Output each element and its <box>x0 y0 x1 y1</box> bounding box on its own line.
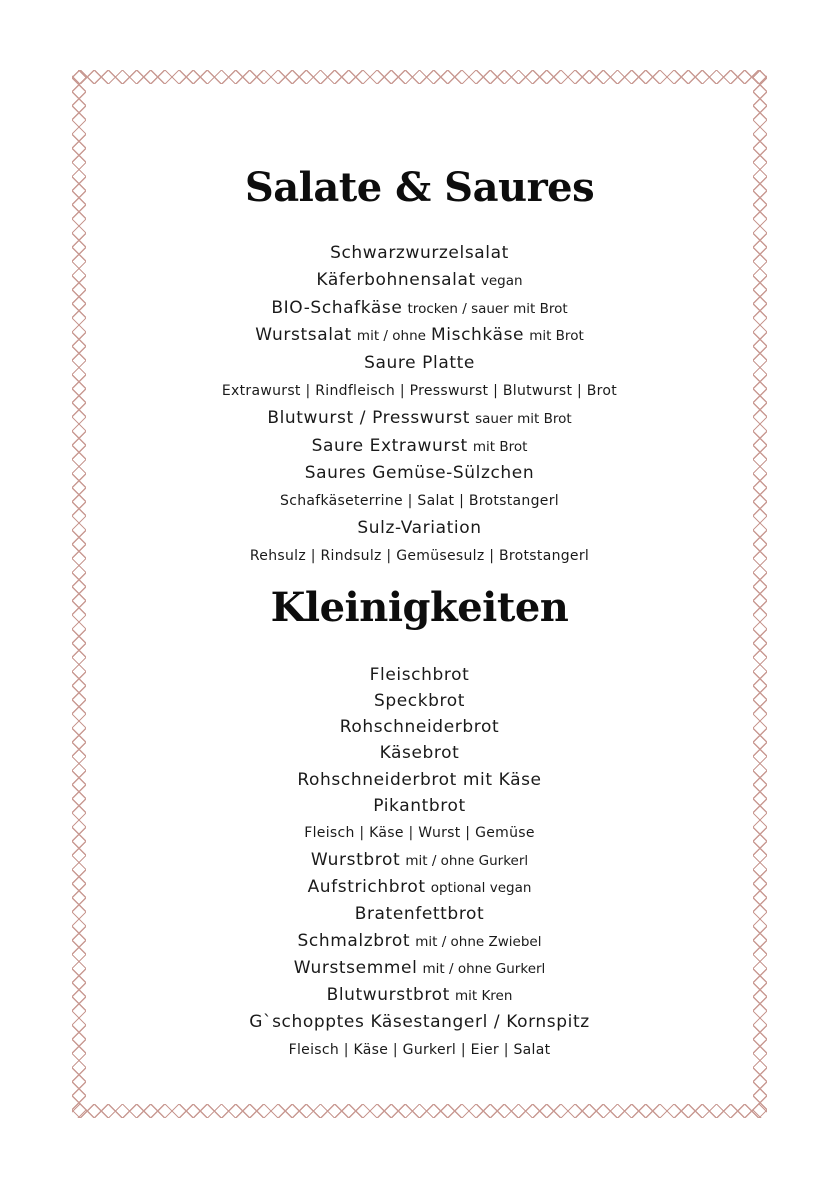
menu-item <box>100 267 739 295</box>
menu-item <box>100 240 739 267</box>
item-name: Rohschneiderbrot mit Käse <box>297 769 542 790</box>
item-name: Saure Extrawurst <box>311 435 468 456</box>
item-name: Wurstsemmel <box>293 957 418 978</box>
menu-item-options <box>100 819 739 846</box>
kleinigkeiten-list <box>100 662 739 1063</box>
item-name: BIO-Schafkäse <box>271 297 403 318</box>
menu-item <box>100 350 739 377</box>
item-name: Käferbohnensalat <box>316 269 476 290</box>
item-name: Saure Platte <box>364 353 475 374</box>
section-title-kleinigkeiten: Kleinigkeiten <box>270 583 569 631</box>
item-name: Schmalzbrot <box>297 930 411 951</box>
item-name: Wurstbrot <box>310 849 401 870</box>
item-note: optional vegan <box>430 879 532 896</box>
item-name: Blutwurstbrot <box>326 985 450 1006</box>
menu-item-options <box>100 377 739 405</box>
item-name: Saures Gemüse-Sülzchen <box>304 463 535 484</box>
menu-item <box>100 928 739 955</box>
item-name: Fleischbrot <box>369 664 470 685</box>
decorative-border-right <box>753 70 767 1118</box>
menu-item <box>100 982 739 1009</box>
menu-item <box>100 405 739 433</box>
item-note: mit Brot <box>472 438 528 455</box>
menu-item <box>100 714 739 740</box>
item-note: mit / ohne Gurkerl <box>405 852 529 869</box>
menu-item <box>100 433 739 461</box>
item-note: mit / ohne Gurkerl <box>422 960 546 977</box>
item-options: Schafkäseterrine | Salat | Brotstangerl <box>280 493 559 510</box>
item-name: Bratenfettbrot <box>354 904 485 925</box>
menu-content <box>100 160 739 1063</box>
item-name: Sulz-Variation <box>357 517 482 538</box>
menu-item <box>100 847 739 874</box>
item-note: mit Kren <box>454 988 513 1005</box>
item-name: Schwarzwurzelsalat <box>330 243 509 263</box>
menu-item <box>100 1009 739 1035</box>
menu-item-options <box>100 1036 739 1063</box>
item-name: Rohschneiderbrot <box>339 717 500 738</box>
item-name: Käsebrot <box>379 743 460 764</box>
item-note-secondary: mit Brot <box>529 328 584 345</box>
menu-item <box>100 767 739 793</box>
item-name: Blutwurst / Presswurst <box>267 407 470 428</box>
item-name: Speckbrot <box>373 690 466 711</box>
item-options: Extrawurst | Rindfleisch | Presswurst | Blutwurst | Brot <box>221 382 618 399</box>
item-name: Pikantbrot <box>373 796 466 817</box>
menu-item <box>100 515 739 542</box>
decorative-border-left <box>72 70 86 1118</box>
menu-item <box>100 793 739 819</box>
item-note: vegan <box>480 272 523 289</box>
menu-item <box>100 688 739 714</box>
menu-item <box>100 874 739 901</box>
item-note: trocken / sauer mit Brot <box>407 300 568 317</box>
menu-item <box>100 460 739 487</box>
item-note: mit / ohne Zwiebel <box>415 933 542 950</box>
item-name-secondary: Mischkäse <box>431 325 525 346</box>
item-options: Fleisch | Käse | Gurkerl | Eier | Salat <box>288 1041 551 1058</box>
section-title-salate: Salate & Saures <box>244 164 595 211</box>
menu-item <box>100 295 739 323</box>
item-name: G`schopptes Käsestangerl / Kornspitz <box>249 1012 590 1033</box>
menu-item <box>100 901 739 927</box>
item-note: sauer mit Brot <box>475 410 572 427</box>
decorative-border-top <box>72 70 767 84</box>
decorative-border-bottom <box>72 1104 767 1118</box>
item-options: Fleisch | Käse | Wurst | Gemüse <box>304 825 535 842</box>
menu-item-options <box>100 542 739 570</box>
menu-item <box>100 955 739 982</box>
menu-item-options <box>100 487 739 515</box>
menu-item <box>100 740 739 766</box>
menu-item <box>100 662 739 688</box>
item-options: Rehsulz | Rindsulz | Gemüsesulz | Brotstangerl <box>249 547 590 564</box>
salate-list <box>100 240 739 570</box>
item-name: Wurstsalat <box>255 325 352 346</box>
item-name: Aufstrichbrot <box>307 876 426 897</box>
item-note: mit / ohne <box>356 328 426 345</box>
menu-item <box>100 322 739 350</box>
